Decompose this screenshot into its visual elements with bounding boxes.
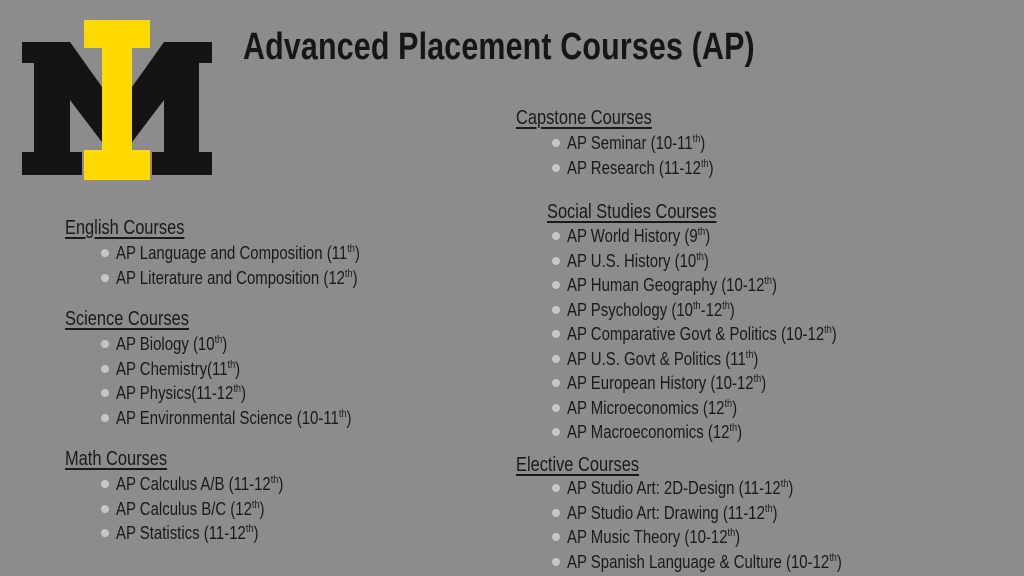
course-label [567, 249, 709, 273]
course-item [101, 241, 360, 266]
course-text: AP Statistics (11-12 [116, 523, 246, 543]
bullet-icon [101, 365, 109, 373]
course-label [567, 156, 714, 180]
bullet-icon [552, 330, 560, 338]
course-item [101, 472, 284, 497]
course-label [116, 241, 360, 265]
course-item [552, 273, 777, 298]
bullet-icon [101, 274, 109, 282]
course-text: ) [735, 527, 741, 547]
course-text: ) [772, 275, 777, 295]
course-label [116, 357, 240, 381]
course-text: AP Macroeconomics (12 [567, 422, 730, 442]
ordinal-suffix: th [745, 348, 754, 361]
course-item [101, 406, 352, 431]
course-list [101, 332, 352, 430]
course-text: ) [222, 334, 228, 354]
course-item [552, 156, 714, 181]
course-text: AP U.S. Govt & Politics (11 [567, 348, 746, 369]
ordinal-suffix: th [233, 383, 241, 395]
bullet-icon [552, 509, 560, 517]
course-text: ) [836, 551, 842, 572]
course-text: AP Physics(11-12 [116, 383, 234, 403]
bullet-icon [101, 529, 109, 537]
section-heading: English Courses [65, 217, 185, 239]
course-list [101, 241, 360, 290]
bullet-icon [552, 164, 560, 172]
course-label [567, 501, 778, 525]
course-item [101, 332, 228, 357]
course-text: AP Studio Art: 2D-Design (11-12 [567, 478, 781, 498]
bullet-icon [101, 480, 109, 488]
ordinal-suffix: th [722, 299, 730, 312]
course-list [552, 476, 842, 574]
ordinal-suffix: th [764, 275, 773, 287]
course-label [567, 298, 735, 322]
course-text: ) [703, 250, 709, 271]
course-item [552, 501, 778, 526]
ordinal-suffix: th [214, 334, 223, 346]
ordinal-suffix: th [344, 267, 353, 280]
course-text: AP Music Theory (10-12 [567, 527, 728, 547]
ordinal-suffix: th [251, 498, 260, 511]
bullet-icon [552, 257, 560, 265]
ordinal-suffix: th [338, 407, 347, 420]
bullet-icon [101, 249, 109, 257]
section-heading: Math Courses [65, 448, 168, 470]
social-studies-courses-section [547, 199, 837, 445]
course-list [101, 472, 284, 546]
course-text: ) [278, 474, 284, 494]
course-text: ) [352, 267, 358, 288]
course-item [552, 550, 842, 575]
course-label [116, 332, 227, 356]
ordinal-suffix: th [780, 478, 789, 490]
ordinal-suffix: th [227, 358, 236, 371]
course-label [567, 476, 793, 500]
bullet-icon [552, 306, 560, 314]
course-text: AP European History (10-12 [567, 373, 754, 393]
ordinal-suffix: th [824, 324, 832, 336]
course-text: AP Human Geography (10-12 [567, 275, 765, 295]
course-text: AP Microeconomics (12 [567, 397, 725, 418]
course-text: AP Biology (10 [116, 334, 215, 354]
course-text: ) [235, 358, 241, 379]
ordinal-suffix: th [692, 299, 701, 312]
ordinal-suffix: th [692, 133, 701, 145]
english-courses-section [65, 215, 360, 290]
course-text: AP Calculus B/C (12 [116, 498, 252, 519]
course-text: ) [354, 243, 360, 263]
ordinal-suffix: th [753, 373, 762, 385]
bullet-icon [552, 232, 560, 240]
course-item [552, 249, 754, 274]
course-item [552, 396, 754, 421]
bullet-icon [101, 389, 109, 397]
bullet-icon [101, 414, 109, 422]
section-heading: Capstone Courses [516, 107, 652, 129]
ordinal-suffix: th [347, 243, 355, 255]
section-heading: Elective Courses [516, 454, 640, 476]
elective-courses-section [516, 452, 842, 574]
course-text: ) [732, 397, 738, 418]
bullet-icon [552, 404, 560, 412]
ordinal-suffix: th [245, 523, 254, 535]
course-text: AP Psychology (10 [567, 299, 693, 320]
course-text: ) [700, 133, 706, 153]
course-label [567, 420, 742, 444]
bullet-icon [552, 379, 560, 387]
course-text: AP Seminar (10-11 [567, 133, 693, 153]
ordinal-suffix: th [697, 226, 706, 238]
course-label [116, 381, 246, 405]
ordinal-suffix: th [696, 250, 704, 263]
bullet-icon [552, 484, 560, 492]
course-item [552, 224, 754, 249]
course-text: AP World History (9 [567, 226, 698, 246]
section-heading: Science Courses [65, 308, 189, 330]
course-text: ) [253, 523, 259, 543]
ordinal-suffix: th [764, 502, 773, 515]
course-label [116, 472, 283, 496]
course-text: AP Comparative Govt & Politics (10-12 [567, 324, 825, 344]
course-label [567, 322, 837, 346]
course-label [567, 347, 758, 371]
course-list [552, 224, 837, 445]
course-label [567, 224, 710, 248]
course-label [567, 131, 705, 155]
course-text: AP Research (11-12 [567, 157, 701, 178]
course-text: AP Literature and Composition (12 [116, 267, 345, 288]
ordinal-suffix: th [729, 422, 738, 434]
course-text: AP Environmental Science (10-11 [116, 407, 339, 428]
bullet-icon [552, 355, 560, 363]
course-item [552, 525, 741, 550]
ordinal-suffix: th [270, 474, 279, 486]
course-text: AP Spanish Language & Culture (10-12 [567, 551, 830, 572]
ordinal-suffix: th [724, 397, 733, 410]
course-item [552, 420, 754, 445]
course-item [101, 497, 265, 522]
course-text: ) [737, 422, 743, 442]
course-item [552, 131, 706, 156]
course-item [552, 298, 754, 323]
ordinal-suffix: th [829, 551, 837, 564]
course-text: ) [705, 226, 711, 246]
bullet-icon [101, 505, 109, 513]
course-text: ) [788, 478, 794, 498]
course-item [101, 266, 358, 291]
course-text: ) [772, 502, 778, 523]
course-text: ) [729, 299, 735, 320]
course-text: AP Calculus A/B (11-12 [116, 474, 271, 494]
ordinal-suffix: th [727, 527, 736, 539]
bullet-icon [552, 428, 560, 436]
course-label [116, 497, 265, 521]
bullet-icon [552, 281, 560, 289]
course-text: ) [708, 157, 714, 178]
course-label [116, 266, 358, 290]
course-label [567, 396, 737, 420]
course-text: -12 [700, 299, 723, 320]
course-text: AP Studio Art: Drawing (11-12 [567, 502, 765, 523]
bullet-icon [552, 558, 560, 566]
course-label [116, 521, 258, 545]
bullet-icon [101, 340, 109, 348]
course-label [567, 550, 842, 574]
course-label [116, 406, 351, 430]
ordinal-suffix: th [700, 157, 709, 170]
course-text: AP Chemistry(11 [116, 358, 228, 379]
math-courses-section [65, 446, 284, 546]
course-text: ) [259, 498, 265, 519]
school-logo [22, 20, 212, 180]
course-item [552, 371, 767, 396]
course-item [101, 357, 241, 382]
course-text: ) [240, 383, 246, 403]
science-courses-section [65, 306, 352, 430]
course-item [552, 476, 794, 501]
course-label [567, 273, 777, 297]
course-item [552, 322, 837, 347]
course-label [567, 525, 740, 549]
course-text: AP U.S. History (10 [567, 250, 697, 271]
course-item [552, 347, 759, 372]
course-item [101, 381, 246, 406]
bullet-icon [552, 139, 560, 147]
course-text: ) [761, 373, 767, 393]
capstone-courses-section [516, 105, 714, 180]
course-list [552, 131, 714, 180]
course-text: ) [831, 324, 837, 344]
course-text: AP Language and Composition (11 [116, 243, 348, 263]
bullet-icon [552, 533, 560, 541]
course-item [101, 521, 259, 546]
page-title: Advanced Placement Courses (AP) [243, 26, 755, 68]
course-text: ) [753, 348, 759, 369]
course-text: ) [346, 407, 352, 428]
section-heading: Social Studies Courses [547, 201, 717, 223]
course-label [567, 371, 766, 395]
